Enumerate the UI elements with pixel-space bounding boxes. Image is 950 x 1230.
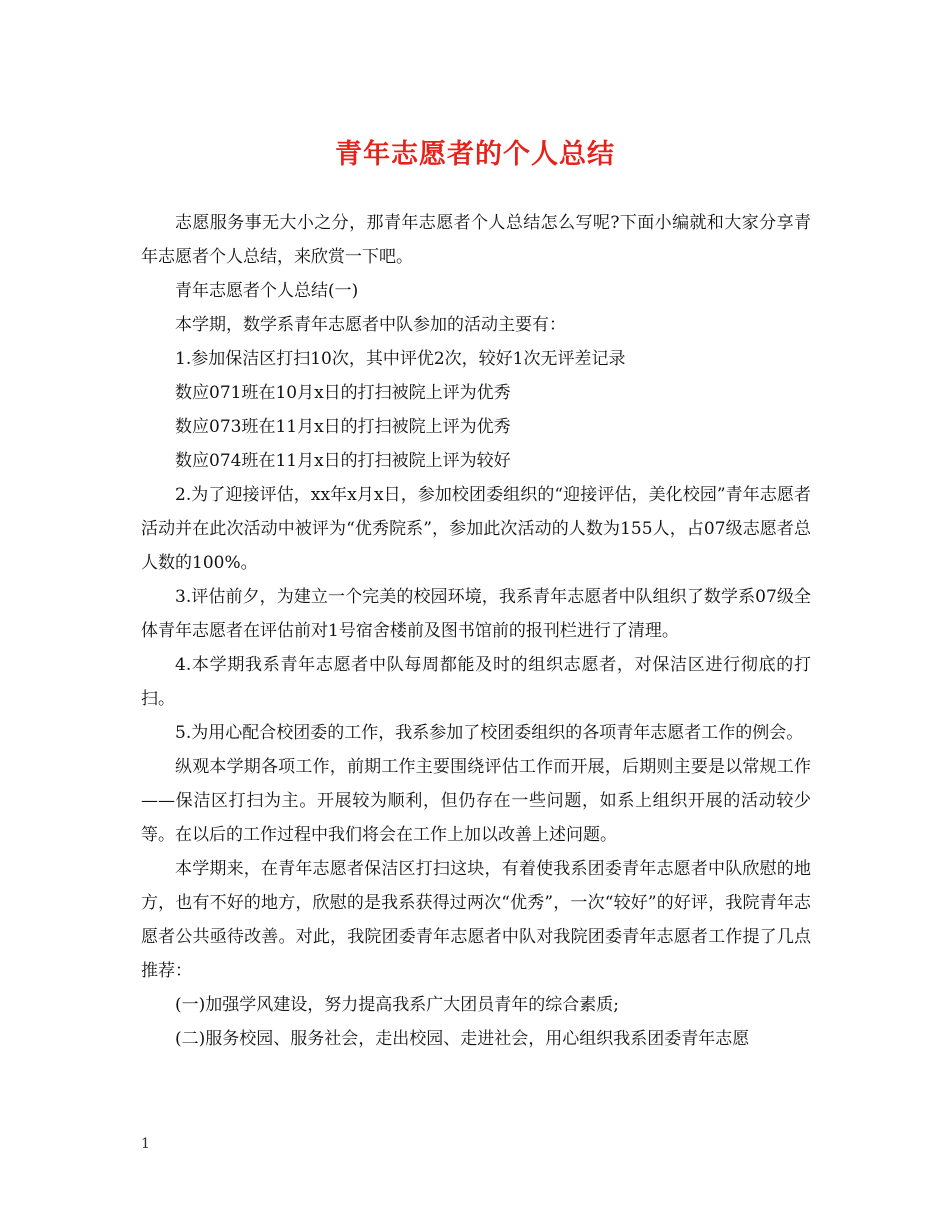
document-title: 青年志愿者的个人总结 (335, 139, 615, 170)
paragraph: 4.本学期我系青年志愿者中队每周都能及时的组织志愿者，对保洁区进行彻底的打扫。 (141, 655, 811, 709)
paragraph: 3.评估前夕，为建立一个完美的校园环境，我系青年志愿者中队组织了数学系07级全体青年志愿者在评估前对1号宿舍楼前及图书馆前的报刊栏进行了清理。 (141, 587, 811, 641)
paragraph: 本学期来，在青年志愿者保洁区打扫这块，有着使我系团委青年志愿者中队欣慰的地方，也有不好的地方，欣慰的是我系获得过两次“优秀”，一次“较好”的好评，我院青年志愿者公共亟待改善。对此，我院团委青年志愿者中队对我院团委青年志愿者工作提了几点推荐： (141, 859, 811, 981)
paragraph-intro: 志愿服务事无大小之分，那青年志愿者个人总结怎么写呢?下面小编就和大家分享青年志愿者个人总结，来欣赏一下吧。 (141, 213, 811, 267)
paragraph: 纵观本学期各项工作，前期工作主要围绕评估工作而开展，后期则主要是以常规工作——保洁区打扫为主。开展较为顺利，但仍存在一些问题，如系上组织开展的活动较少等。在以后的工作过程中我们将会在工作上加以改善上述问题。 (141, 757, 811, 845)
paragraph: 2.为了迎接评估，xx年x月x日，参加校团委组织的“迎接评估，美化校园”青年志愿者活动并在此次活动中被评为“优秀院系”，参加此次活动的人数为155人，占07级志愿者总人数的100%。 (141, 485, 811, 573)
paragraph: (一)加强学风建设，努力提高我系广大团员青年的综合素质; (175, 995, 619, 1015)
paragraph: 数应074班在11月x日的打扫被院上评为较好 (175, 451, 511, 471)
page-number: 1 (141, 1136, 150, 1152)
paragraph: 数应073班在11月x日的打扫被院上评为优秀 (175, 417, 511, 437)
paragraph: 本学期，数学系青年志愿者中队参加的活动主要有： (175, 315, 566, 335)
paragraph: 5.为用心配合校团委的工作，我系参加了校团委组织的各项青年志愿者工作的例会。 (175, 723, 804, 743)
paragraph-section-heading: 青年志愿者个人总结(一) (175, 281, 359, 301)
document-body (141, 206, 811, 1056)
paragraph: (二)服务校园、服务社会，走出校园、走进社会，用心组织我系团委青年志愿 (175, 1029, 750, 1049)
paragraph: 数应071班在10月x日的打扫被院上评为优秀 (175, 383, 511, 403)
paragraph: 1.参加保洁区打扫10次，其中评优2次，较好1次无评差记录 (175, 349, 626, 369)
